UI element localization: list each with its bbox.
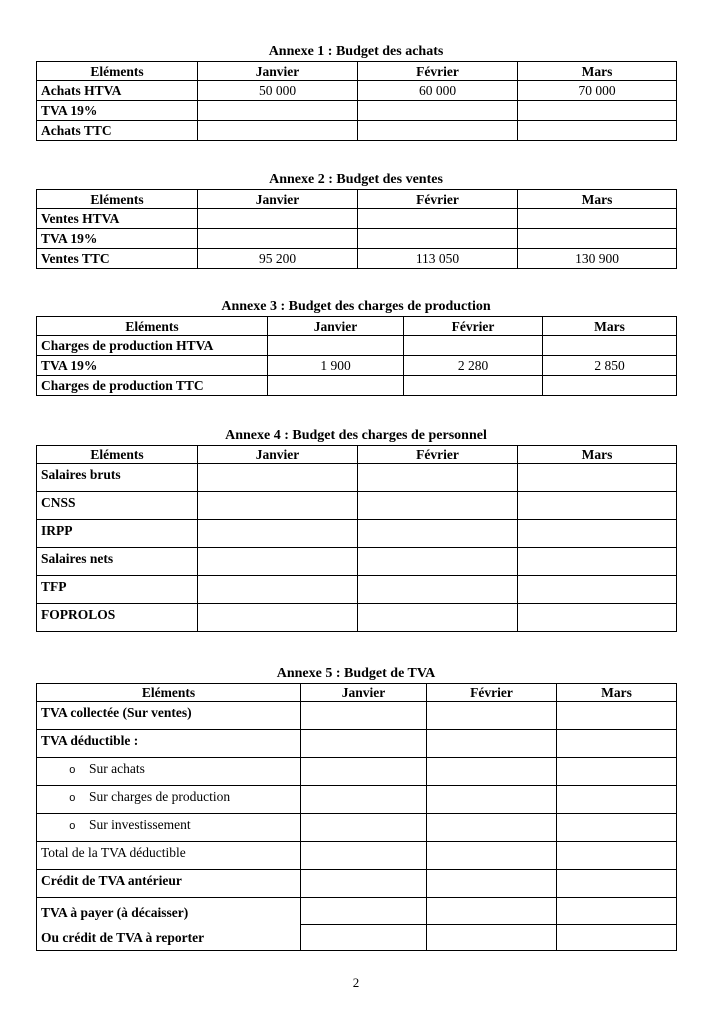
empty-cell bbox=[518, 101, 677, 121]
column-header: Eléments bbox=[37, 190, 198, 209]
table-row bbox=[37, 336, 677, 356]
empty-cell bbox=[198, 101, 358, 121]
row-label: Ventes HTVA bbox=[37, 209, 198, 229]
empty-cell bbox=[358, 576, 518, 604]
empty-cell bbox=[301, 814, 427, 842]
table-row bbox=[37, 356, 677, 376]
empty-cell bbox=[557, 786, 677, 814]
value-cell: 113 050 bbox=[358, 249, 518, 269]
empty-cell bbox=[301, 758, 427, 786]
empty-cell bbox=[301, 925, 427, 951]
row-label: CNSS bbox=[37, 492, 198, 520]
table-row bbox=[37, 464, 677, 492]
empty-cell bbox=[557, 870, 677, 898]
empty-cell bbox=[557, 702, 677, 730]
row-label: Sur investissement bbox=[89, 817, 191, 832]
header-row bbox=[37, 684, 677, 702]
table-row bbox=[37, 842, 677, 870]
column-header: Eléments bbox=[37, 317, 268, 336]
table-row bbox=[37, 520, 677, 548]
empty-cell bbox=[358, 548, 518, 576]
table-row bbox=[37, 209, 677, 229]
row-label: TFP bbox=[37, 576, 198, 604]
empty-cell bbox=[198, 520, 358, 548]
annexe5-title: Annexe 5 : Budget de TVA bbox=[276, 666, 436, 681]
empty-cell bbox=[301, 842, 427, 870]
empty-cell bbox=[268, 336, 404, 356]
empty-cell bbox=[557, 842, 677, 870]
empty-cell bbox=[358, 464, 518, 492]
empty-cell bbox=[557, 925, 677, 951]
row-label: TVA collectée (Sur ventes) bbox=[37, 702, 301, 730]
row-label: TVA 19% bbox=[37, 101, 198, 121]
empty-cell bbox=[518, 548, 677, 576]
column-header: Mars bbox=[518, 446, 677, 464]
empty-cell bbox=[543, 336, 677, 356]
empty-cell bbox=[557, 758, 677, 786]
row-label: Ventes TTC bbox=[37, 249, 198, 269]
annexe3-title: Annexe 3 : Budget des charges de production bbox=[221, 299, 491, 314]
row-label: Total de la TVA déductible bbox=[37, 842, 301, 870]
value-cell: 2 280 bbox=[404, 356, 543, 376]
empty-cell bbox=[198, 604, 358, 632]
row-label-bulleted bbox=[37, 814, 301, 842]
value-cell: 1 900 bbox=[268, 356, 404, 376]
table-row bbox=[37, 101, 677, 121]
column-header: Janvier bbox=[198, 190, 358, 209]
empty-cell bbox=[427, 786, 557, 814]
table-row bbox=[37, 814, 677, 842]
empty-cell bbox=[518, 229, 677, 249]
empty-cell bbox=[518, 121, 677, 141]
annexe4-table bbox=[36, 445, 677, 632]
empty-cell bbox=[518, 492, 677, 520]
row-label: Achats HTVA bbox=[37, 81, 198, 101]
row-label: FOPROLOS bbox=[37, 604, 198, 632]
annexe5-table bbox=[36, 683, 677, 951]
row-label: Charges de production TTC bbox=[37, 376, 268, 396]
table-row bbox=[37, 249, 677, 269]
empty-cell bbox=[543, 376, 677, 396]
empty-cell bbox=[301, 898, 427, 925]
column-header: Mars bbox=[518, 190, 677, 209]
column-header: Mars bbox=[518, 62, 677, 81]
annexe3-table bbox=[36, 316, 677, 396]
empty-cell bbox=[427, 898, 557, 925]
annexe4-title: Annexe 4 : Budget des charges de personnel bbox=[225, 428, 487, 443]
column-header: Eléments bbox=[37, 684, 301, 702]
empty-cell bbox=[557, 730, 677, 758]
empty-cell bbox=[427, 814, 557, 842]
merged-row-label bbox=[37, 898, 301, 951]
row-label-bulleted bbox=[37, 758, 301, 786]
table-row bbox=[37, 898, 677, 925]
empty-cell bbox=[198, 209, 358, 229]
value-cell: 130 900 bbox=[518, 249, 677, 269]
row-label: TVA déductible : bbox=[37, 730, 301, 758]
row-label-bulleted bbox=[37, 786, 301, 814]
table-row bbox=[37, 121, 677, 141]
empty-cell bbox=[198, 576, 358, 604]
row-label: Salaires nets bbox=[37, 548, 198, 576]
row-label: Achats TTC bbox=[37, 121, 198, 141]
column-header: Février bbox=[358, 62, 518, 81]
empty-cell bbox=[427, 702, 557, 730]
empty-cell bbox=[198, 229, 358, 249]
header-row bbox=[37, 62, 677, 81]
page-content bbox=[36, 0, 676, 991]
column-header: Février bbox=[404, 317, 543, 336]
empty-cell bbox=[198, 548, 358, 576]
table-row bbox=[37, 870, 677, 898]
value-cell: 95 200 bbox=[198, 249, 358, 269]
row-label: Salaires bruts bbox=[37, 464, 198, 492]
row-label: Ou crédit de TVA à reporter bbox=[41, 930, 205, 945]
table-row bbox=[37, 576, 677, 604]
empty-cell bbox=[427, 925, 557, 951]
empty-cell bbox=[358, 604, 518, 632]
header-row bbox=[37, 317, 677, 336]
empty-cell bbox=[427, 870, 557, 898]
table-row bbox=[37, 702, 677, 730]
empty-cell bbox=[427, 758, 557, 786]
empty-cell bbox=[427, 842, 557, 870]
empty-cell bbox=[557, 814, 677, 842]
table-row bbox=[37, 81, 677, 101]
empty-cell bbox=[268, 376, 404, 396]
empty-cell bbox=[358, 520, 518, 548]
annexe2-table bbox=[36, 189, 677, 269]
table-row bbox=[37, 229, 677, 249]
value-cell: 60 000 bbox=[358, 81, 518, 101]
annexe1-title: Annexe 1 : Budget des achats bbox=[268, 44, 444, 59]
bullet-marker: o bbox=[69, 765, 76, 777]
value-cell: 2 850 bbox=[543, 356, 677, 376]
empty-cell bbox=[301, 786, 427, 814]
table-row bbox=[37, 376, 677, 396]
empty-cell bbox=[358, 492, 518, 520]
row-label: Sur achats bbox=[89, 761, 145, 776]
empty-cell bbox=[404, 336, 543, 356]
column-header: Janvier bbox=[268, 317, 404, 336]
column-header: Février bbox=[358, 190, 518, 209]
bullet-marker: o bbox=[69, 821, 76, 833]
empty-cell bbox=[358, 209, 518, 229]
column-header: Février bbox=[427, 684, 557, 702]
page-number: 2 bbox=[352, 975, 360, 990]
column-header: Janvier bbox=[301, 684, 427, 702]
header-row bbox=[37, 190, 677, 209]
empty-cell bbox=[427, 730, 557, 758]
table-row bbox=[37, 604, 677, 632]
empty-cell bbox=[198, 464, 358, 492]
table-row bbox=[37, 492, 677, 520]
value-cell: 50 000 bbox=[198, 81, 358, 101]
value-cell: 70 000 bbox=[518, 81, 677, 101]
column-header: Mars bbox=[543, 317, 677, 336]
row-label: TVA 19% bbox=[37, 356, 268, 376]
column-header: Janvier bbox=[198, 62, 358, 81]
annexe1-table bbox=[36, 61, 677, 141]
empty-cell bbox=[358, 229, 518, 249]
empty-cell bbox=[301, 730, 427, 758]
row-label: Charges de production HTVA bbox=[37, 336, 268, 356]
empty-cell bbox=[404, 376, 543, 396]
annexe2-title: Annexe 2 : Budget des ventes bbox=[269, 172, 443, 187]
empty-cell bbox=[301, 702, 427, 730]
table-row bbox=[37, 786, 677, 814]
empty-cell bbox=[518, 604, 677, 632]
header-row bbox=[37, 446, 677, 464]
empty-cell bbox=[518, 464, 677, 492]
column-header: Janvier bbox=[198, 446, 358, 464]
bullet-marker: o bbox=[69, 793, 76, 805]
column-header: Eléments bbox=[37, 446, 198, 464]
column-header: Eléments bbox=[37, 62, 198, 81]
row-label: IRPP bbox=[37, 520, 198, 548]
table-row bbox=[37, 730, 677, 758]
column-header: Mars bbox=[557, 684, 677, 702]
row-label: TVA à payer (à décaisser) bbox=[41, 905, 189, 920]
empty-cell bbox=[358, 121, 518, 141]
empty-cell bbox=[198, 121, 358, 141]
empty-cell bbox=[301, 870, 427, 898]
column-header: Février bbox=[358, 446, 518, 464]
table-row bbox=[37, 758, 677, 786]
empty-cell bbox=[557, 898, 677, 925]
row-label: Sur charges de production bbox=[89, 789, 231, 804]
table-row bbox=[37, 548, 677, 576]
empty-cell bbox=[358, 101, 518, 121]
empty-cell bbox=[518, 520, 677, 548]
empty-cell bbox=[198, 492, 358, 520]
row-label: Crédit de TVA antérieur bbox=[37, 870, 301, 898]
empty-cell bbox=[518, 576, 677, 604]
row-label: TVA 19% bbox=[37, 229, 198, 249]
empty-cell bbox=[518, 209, 677, 229]
